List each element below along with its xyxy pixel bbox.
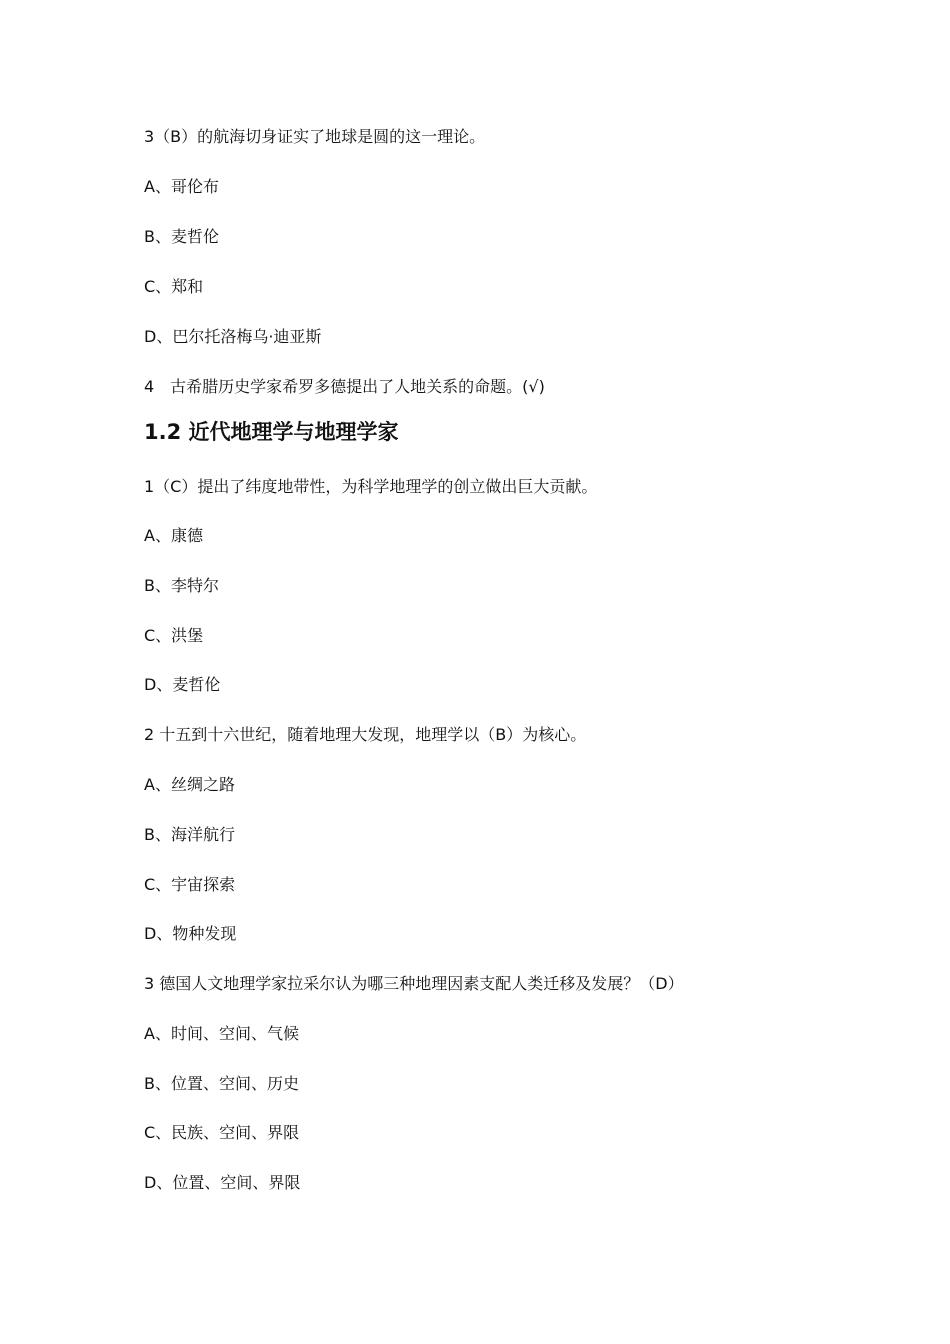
question-1-2-q2: 2 十五到十六世纪，随着地理大发现，地理学以（B）为核心。 (144, 725, 587, 744)
option-1-2-q3-a: A、时间、空间、气候 (144, 1024, 299, 1043)
question-1-2-q1: 1（C）提出了纬度地带性，为科学地理学的创立做出巨大贡献。 (144, 477, 598, 496)
option-1-2-q2-d: D、物种发现 (144, 924, 237, 943)
option-1-2-q2-a: A、丝绸之路 (144, 775, 235, 794)
option-1-2-q2-b: B、海洋航行 (144, 825, 235, 844)
option-1-2-q1-c: C、洪堡 (144, 626, 204, 645)
option-1-2-q3-c: C、民族、空间、界限 (144, 1123, 300, 1142)
option-1-2-q2-c: C、宇宙探索 (144, 875, 236, 894)
option-1-1-q3-c: C、郑和 (144, 277, 204, 296)
option-1-2-q1-b: B、李特尔 (144, 576, 219, 595)
option-1-1-q3-d: D、巴尔托洛梅乌·迪亚斯 (144, 327, 322, 346)
option-1-2-q1-d: D、麦哲伦 (144, 675, 221, 694)
option-1-2-q1-a: A、康德 (144, 526, 203, 545)
option-1-2-q3-b: B、位置、空间、历史 (144, 1074, 299, 1093)
question-1-1-q4: 4 古希腊历史学家希罗多德提出了人地关系的命题。(√) (144, 377, 545, 396)
option-1-2-q3-d: D、位置、空间、界限 (144, 1173, 301, 1192)
question-1-2-q3: 3 德国人文地理学家拉采尔认为哪三种地理因素支配人类迁移及发展？（D） (144, 974, 684, 993)
option-1-1-q3-a: A、哥伦布 (144, 177, 219, 196)
question-1-1-q3: 3（B）的航海切身证实了地球是圆的这一理论。 (144, 127, 486, 146)
option-1-1-q3-b: B、麦哲伦 (144, 227, 219, 246)
section-heading-1-2: 1.2 近代地理学与地理学家 (144, 420, 399, 444)
